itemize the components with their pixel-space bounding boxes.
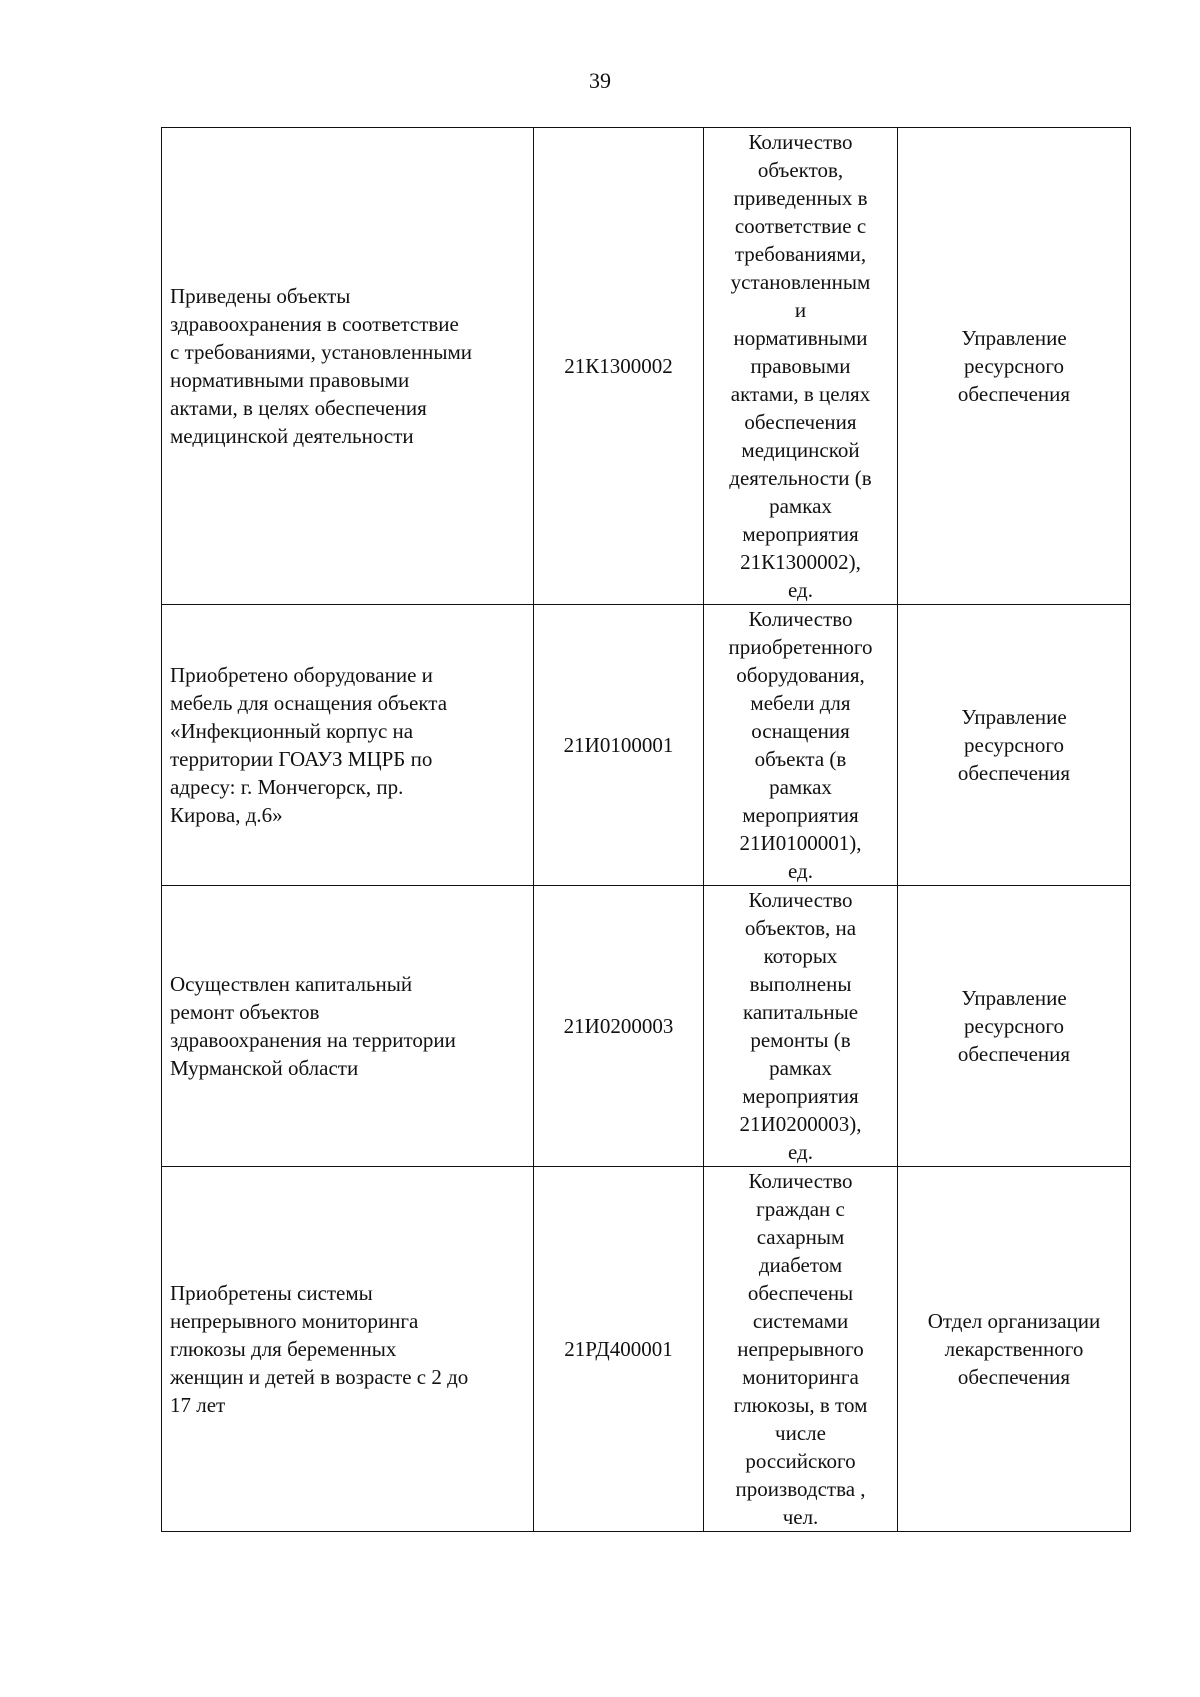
result-cell — [162, 605, 534, 886]
result-cell — [162, 886, 534, 1167]
code-text: 21И0200003 — [563, 1014, 674, 1038]
indicator-cell — [704, 886, 898, 1167]
responsible-text: Управление ресурсного обеспечения — [957, 705, 1071, 785]
table-row — [162, 605, 1131, 886]
indicator-text: Количество объектов, приведенных в соответствие с требованиями, установленным и нормативными правовыми актами, в целях обеспечения медицинской деятельности (в рамках мероприятия 21К1300002), ед. — [729, 130, 872, 602]
table-row — [162, 886, 1131, 1167]
result-cell — [162, 128, 534, 605]
indicator-text: Количество приобретенного оборудования, мебели для оснащения объекта (в рамках мероприятия 21И0100001), ед. — [728, 607, 873, 883]
page-number: 39 — [589, 68, 611, 93]
result-cell — [162, 1167, 534, 1532]
code-text: 21РД400001 — [564, 1337, 673, 1361]
responsible-text: Управление ресурсного обеспечения — [957, 986, 1071, 1066]
code-cell — [534, 605, 704, 886]
result-text: Приобретено оборудование и мебель для оснащения объекта «Инфекционный корпус на территории ГОАУЗ МЦРБ по адресу: г. Мончегорск, пр. Кирова, д.6» — [170, 663, 448, 827]
code-cell — [534, 1167, 704, 1532]
code-text: 21И0100001 — [563, 733, 674, 757]
code-cell — [534, 128, 704, 605]
responsible-cell — [898, 605, 1131, 886]
indicator-cell — [704, 128, 898, 605]
measures-table — [161, 127, 1131, 1532]
responsible-text: Управление ресурсного обеспечения — [957, 326, 1071, 406]
result-text: Приобретены системы непрерывного мониторинга глюкозы для беременных женщин и детей в возрасте с 2 до 17 лет — [170, 1281, 469, 1417]
code-text: 21К1300002 — [564, 354, 673, 378]
table-row — [162, 128, 1131, 605]
responsible-cell — [898, 1167, 1131, 1532]
indicator-text: Количество граждан с сахарным диабетом обеспечены системами непрерывного мониторинга глюкозы, в том числе российского производства , чел. — [733, 1169, 868, 1529]
indicator-text: Количество объектов, на которых выполнены капитальные ремонты (в рамках мероприятия 21И0200003), ед. — [739, 888, 862, 1164]
result-text: Осуществлен капитальный ремонт объектов здравоохранения на территории Мурманской области — [170, 972, 456, 1080]
indicator-cell — [704, 605, 898, 886]
table-row — [162, 1167, 1131, 1532]
code-cell — [534, 886, 704, 1167]
indicator-cell — [704, 1167, 898, 1532]
result-text: Приведены объекты здравоохранения в соответствие с требованиями, установленными нормативными правовыми актами, в целях обеспечения медицинской деятельности — [170, 284, 472, 448]
responsible-text: Отдел организации лекарственного обеспечения — [927, 1309, 1101, 1389]
responsible-cell — [898, 886, 1131, 1167]
responsible-cell — [898, 128, 1131, 605]
